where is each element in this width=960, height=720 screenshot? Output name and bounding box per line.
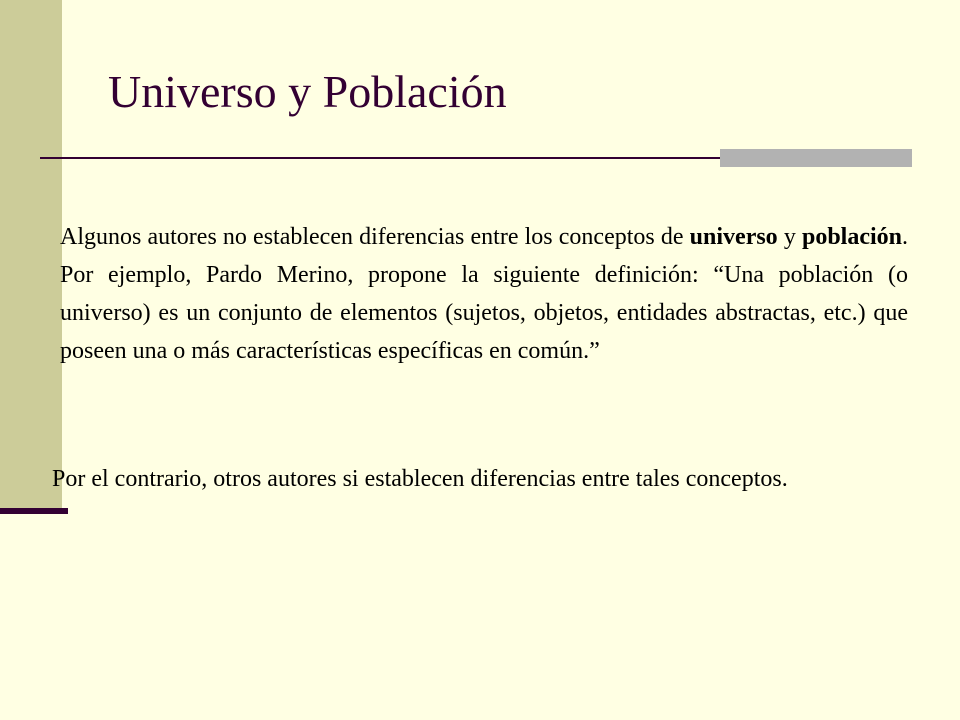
paragraph-connector: y bbox=[777, 224, 802, 250]
paragraph-intro: Algunos autores no establecen diferencias entre los conceptos de bbox=[60, 224, 690, 250]
slide-title: Universo y Población bbox=[108, 66, 507, 117]
paragraph-definition bbox=[60, 218, 908, 370]
left-accent-line bbox=[0, 508, 68, 514]
paragraph-rest: . Por ejemplo, Pardo Merino, propone la siguiente definición: “Una población (o universo) es un conjunto de elementos (sujetos, objetos, entidades abstractas, etc.) que poseen una o más características específicas en común.” bbox=[60, 224, 908, 364]
left-decorative-bar bbox=[0, 0, 62, 512]
term-universo: universo bbox=[689, 224, 778, 250]
title-underline-accent bbox=[720, 149, 912, 167]
term-poblacion: población bbox=[801, 224, 902, 250]
paragraph-contrast: Por el contrario, otros autores si establecen diferencias entre tales conceptos. bbox=[52, 466, 788, 492]
